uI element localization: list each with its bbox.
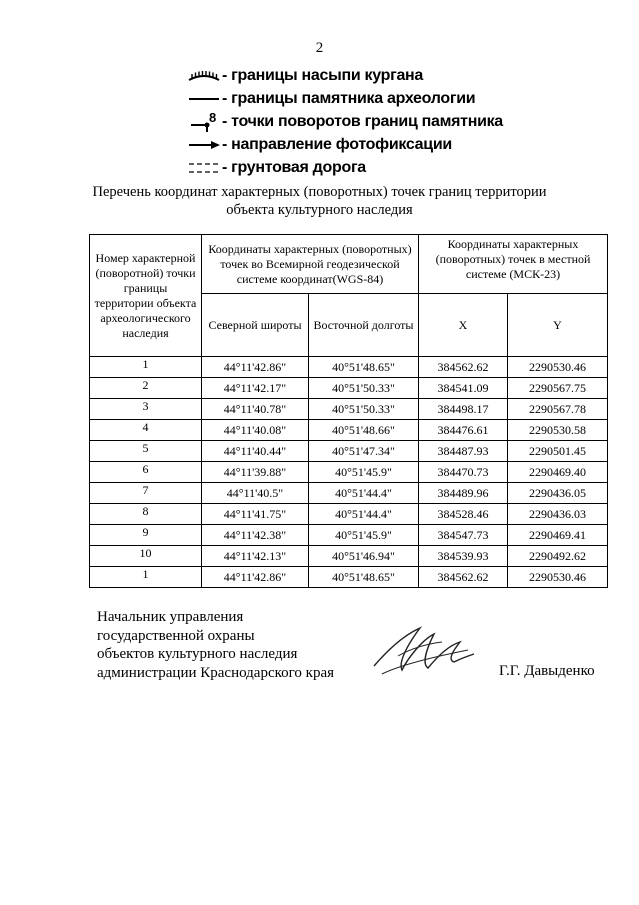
table-row [90, 462, 608, 483]
signer-position-line: объектов культурного наследия [97, 646, 298, 662]
handwritten-signature [368, 622, 478, 683]
legend-item-turning-points [186, 110, 503, 133]
header-north-latitude: Северной широты [202, 294, 309, 357]
point-number-cell: 10 [90, 546, 202, 567]
signature-block [97, 608, 334, 682]
y-coordinate-cell: 2290530.46 [508, 567, 608, 588]
longitude-cell: 40°51'44.4" [309, 504, 419, 525]
y-coordinate-cell: 2290530.58 [508, 420, 608, 441]
solid-line-icon [186, 90, 222, 108]
legend-item-photo-direction [186, 133, 503, 156]
coordinates-table [89, 234, 608, 588]
legend-label: - точки поворотов границ памятника [222, 112, 503, 130]
latitude-cell: 44°11'42.86" [202, 567, 309, 588]
table-row [90, 441, 608, 462]
table-row [90, 567, 608, 588]
point-number-cell: 4 [90, 420, 202, 441]
latitude-cell: 44°11'40.78" [202, 399, 309, 420]
latitude-cell: 44°11'40.44" [202, 441, 309, 462]
longitude-cell: 40°51'50.33" [309, 378, 419, 399]
point-number-cell: 9 [90, 525, 202, 546]
map-legend [186, 64, 503, 179]
x-coordinate-cell: 384476.61 [419, 420, 508, 441]
y-coordinate-cell: 2290492.62 [508, 546, 608, 567]
header-x: X [419, 294, 508, 357]
x-coordinate-cell: 384487.93 [419, 441, 508, 462]
y-coordinate-cell: 2290501.45 [508, 441, 608, 462]
latitude-cell: 44°11'42.86" [202, 357, 309, 378]
legend-label: - границы насыпи кургана [222, 66, 424, 84]
point-number-cell: 6 [90, 462, 202, 483]
y-coordinate-cell: 2290436.05 [508, 483, 608, 504]
legend-label: - грунтовая дорога [222, 158, 366, 176]
table-row [90, 504, 608, 525]
dashed-road-icon [186, 159, 222, 177]
table-row [90, 483, 608, 504]
x-coordinate-cell: 384489.96 [419, 483, 508, 504]
latitude-cell: 44°11'42.13" [202, 546, 309, 567]
title-line: объекта культурного наследия [226, 202, 413, 218]
x-coordinate-cell: 384562.62 [419, 567, 508, 588]
y-coordinate-cell: 2290567.78 [508, 399, 608, 420]
longitude-cell: 40°51'48.65" [309, 357, 419, 378]
legend-label: - направление фотофиксации [222, 135, 452, 153]
header-point-number: Номер характерной (поворотной) точки границы территории объекта археологического наследия [90, 235, 202, 357]
y-coordinate-cell: 2290567.75 [508, 378, 608, 399]
title-line: Перечень координат характерных (поворотных) точек границ территории [92, 184, 547, 200]
arrow-direction-icon [186, 136, 222, 154]
longitude-cell: 40°51'47.34" [309, 441, 419, 462]
legend-item-mound [186, 64, 503, 87]
legend-item-monument-boundary [186, 87, 503, 110]
latitude-cell: 44°11'40.5" [202, 483, 309, 504]
legend-item-dirt-road [186, 156, 503, 179]
coordinates-list-title [0, 183, 639, 219]
svg-text:8: 8 [209, 111, 217, 125]
latitude-cell: 44°11'42.38" [202, 525, 309, 546]
x-coordinate-cell: 384562.62 [419, 357, 508, 378]
y-coordinate-cell: 2290469.40 [508, 462, 608, 483]
latitude-cell: 44°11'41.75" [202, 504, 309, 525]
table-row [90, 525, 608, 546]
x-coordinate-cell: 384539.93 [419, 546, 508, 567]
signer-position-line: администрации Краснодарского края [97, 664, 335, 681]
page-number: 2 [315, 40, 324, 56]
table-row [90, 546, 608, 567]
table-row [90, 420, 608, 441]
header-wgs84: Координаты характерных (поворотных) точек во Всемирной геодезической системе координат(WGS-84) [202, 235, 419, 294]
point-number-cell: 5 [90, 441, 202, 462]
longitude-cell: 40°51'45.9" [309, 525, 419, 546]
header-msk23: Координаты характерных (поворотных) точек в местной системе (МСК-23) [419, 235, 608, 294]
point-number-cell: 1 [90, 357, 202, 378]
y-coordinate-cell: 2290469.41 [508, 525, 608, 546]
mound-boundary-icon [186, 67, 222, 85]
longitude-cell: 40°51'44.4" [309, 483, 419, 504]
point-number-cell: 7 [90, 483, 202, 504]
signer-name: Г.Г. Давыденко [499, 663, 595, 679]
x-coordinate-cell: 384541.09 [419, 378, 508, 399]
x-coordinate-cell: 384528.46 [419, 504, 508, 525]
x-coordinate-cell: 384470.73 [419, 462, 508, 483]
header-y: Y [508, 294, 608, 357]
point-number-cell: 8 [90, 504, 202, 525]
point-number-cell: 1 [90, 567, 202, 588]
table-row [90, 378, 608, 399]
point-number-cell: 2 [90, 378, 202, 399]
longitude-cell: 40°51'50.33" [309, 399, 419, 420]
y-coordinate-cell: 2290436.03 [508, 504, 608, 525]
x-coordinate-cell: 384498.17 [419, 399, 508, 420]
latitude-cell: 44°11'39.88" [202, 462, 309, 483]
signer-position-line: государственной охраны [97, 627, 255, 644]
longitude-cell: 40°51'48.66" [309, 420, 419, 441]
latitude-cell: 44°11'40.08" [202, 420, 309, 441]
longitude-cell: 40°51'48.65" [309, 567, 419, 588]
point-number-cell: 3 [90, 399, 202, 420]
x-coordinate-cell: 384547.73 [419, 525, 508, 546]
longitude-cell: 40°51'45.9" [309, 462, 419, 483]
signer-position-line: Начальник управления [97, 609, 244, 625]
table-row [90, 399, 608, 420]
legend-label: - границы памятника археологии [222, 89, 476, 107]
longitude-cell: 40°51'46.94" [309, 546, 419, 567]
table-row [90, 357, 608, 378]
turning-point-icon [186, 113, 222, 131]
y-coordinate-cell: 2290530.46 [508, 357, 608, 378]
header-east-longitude: Восточной долготы [309, 294, 419, 357]
latitude-cell: 44°11'42.17" [202, 378, 309, 399]
